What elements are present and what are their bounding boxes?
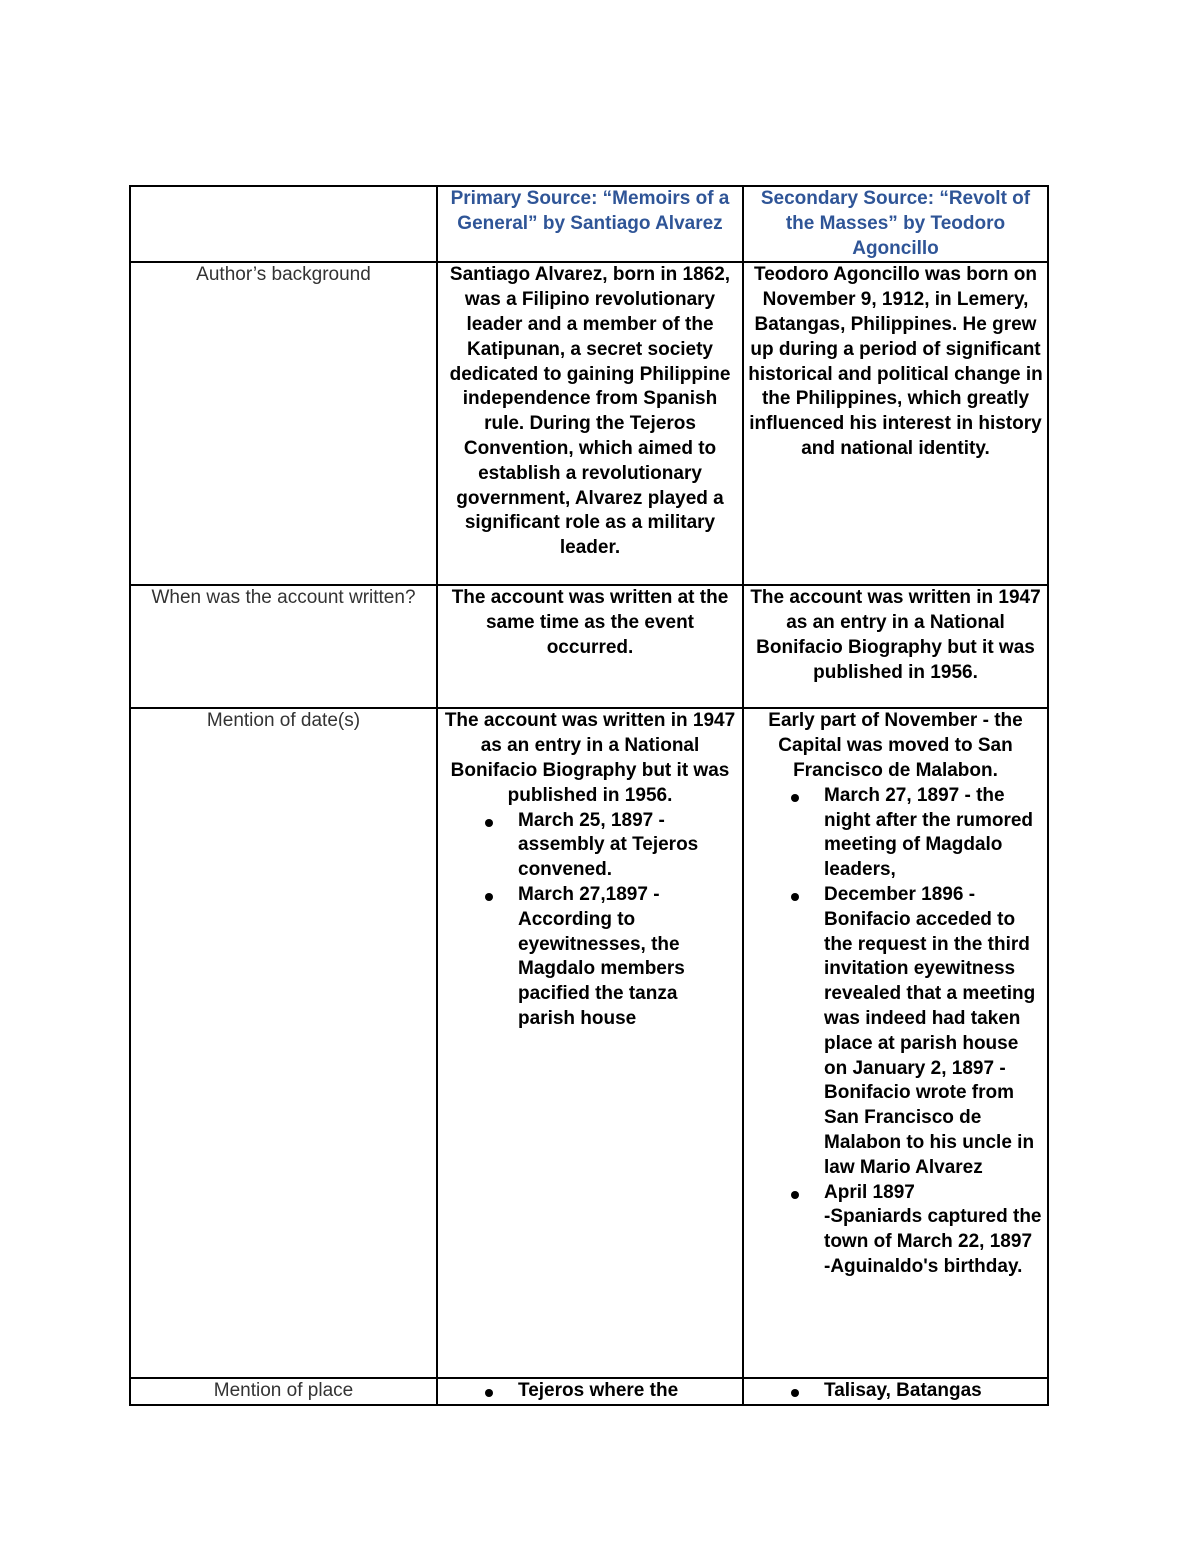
primary-cell [437, 1378, 743, 1405]
row-label: Mention of place [130, 1378, 437, 1405]
list-item-text: Tejeros where the [518, 1380, 679, 1402]
bullet-icon [485, 819, 493, 827]
primary-dates-lead: The account was written in 1947 as an entry in a National Bonifacio Biography but it was published in 1956. [444, 710, 736, 806]
secondary-cell [743, 708, 1048, 1378]
row-label: Mention of date(s) [130, 708, 437, 1378]
secondary-cell: The account was written in 1947 as an entry in a National Bonifacio Biography but it was published in 1956. [743, 585, 1048, 708]
list-item [442, 883, 738, 1032]
list-item-text: March 25, 1897 - assembly at Tejeros convened. [518, 809, 699, 881]
bullet-icon [791, 1389, 799, 1397]
primary-place-list [442, 1379, 738, 1404]
list-item-subline: -Spaniards captured the town of March 22, 1897 [824, 1206, 1042, 1253]
row-label: Author’s background [130, 262, 437, 585]
list-item [748, 1379, 1043, 1404]
bullet-icon [791, 794, 799, 802]
primary-cell [437, 708, 743, 1378]
row-mention-of-dates [130, 708, 1048, 1378]
secondary-cell: Teodoro Agoncillo was born on November 9, 1912, in Lemery, Batangas, Philippines. He grew up during a period of significant historical and political change in the Philippines, which greatly influenced his interest in history and national identity. [743, 262, 1048, 585]
bullet-icon [485, 1389, 493, 1397]
primary-dates-list [442, 809, 738, 1032]
primary-cell: The account was written at the same time as the event occurred. [437, 585, 743, 708]
list-item-text: March 27, 1897 - the night after the rumored meeting of Magdalo leaders, [824, 784, 1034, 881]
secondary-dates-list [748, 784, 1043, 1280]
list-item [442, 1379, 738, 1404]
row-mention-of-place [130, 1378, 1048, 1405]
row-when-written [130, 585, 1048, 708]
secondary-dates-lead: Early part of November - the Capital was moved to San Francisco de Malabon. [768, 710, 1023, 781]
list-item [442, 809, 738, 883]
list-item-text: Talisay, Batangas [824, 1380, 982, 1402]
bullet-icon [485, 893, 493, 901]
list-item-subline: -Aguinaldo's birthday. [824, 1255, 1023, 1277]
comparison-table [129, 185, 1049, 1406]
list-item-text: April 1897 [824, 1181, 915, 1203]
list-item-text: December 1896 - Bonifacio acceded to the request in the third invitation eyewitness revealed that a meeting was indeed had taken place at parish house on January 2, 1897 - Bonifacio wrote from San Francisco de Malabon to his uncle in law Mario Alvarez [824, 883, 1036, 1178]
bullet-icon [791, 893, 799, 901]
header-cell-empty [130, 186, 437, 262]
header-primary-source: Primary Source: “Memoirs of a General” by Santiago Alvarez [437, 186, 743, 262]
header-secondary-source: Secondary Source: “Revolt of the Masses” by Teodoro Agoncillo [743, 186, 1048, 262]
list-item [748, 784, 1043, 883]
secondary-cell [743, 1378, 1048, 1405]
row-author-background [130, 262, 1048, 585]
secondary-place-list [748, 1379, 1043, 1404]
bullet-icon [791, 1191, 799, 1199]
list-item [748, 1181, 1043, 1280]
row-label: When was the account written? [130, 585, 437, 708]
primary-cell: Santiago Alvarez, born in 1862, was a Filipino revolutionary leader and a member of the Katipunan, a secret society dedicated to gaining Philippine independence from Spanish rule. During the Tejeros Convention, which aimed to establish a revolutionary government, Alvarez played a significant role as a military leader. [437, 262, 743, 585]
list-item-text: March 27,1897 - According to eyewitnesses, the Magdalo members pacified the tanza parish house [518, 883, 685, 1029]
header-row [130, 186, 1048, 262]
list-item [748, 883, 1043, 1181]
